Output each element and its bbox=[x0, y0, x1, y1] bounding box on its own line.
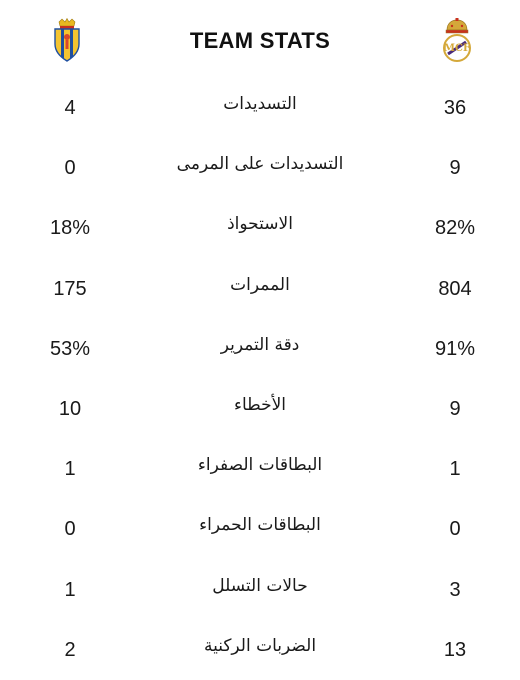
stat-row bbox=[0, 620, 520, 680]
stat-label: الاستحواذ bbox=[227, 214, 293, 235]
svg-text:MCF: MCF bbox=[443, 43, 471, 54]
stat-label: حالات التسلل bbox=[212, 575, 308, 596]
right-team-value: 0 bbox=[449, 518, 461, 541]
stat-label: البطاقات الصفراء bbox=[197, 455, 323, 476]
page-title: TEAM STATS bbox=[189, 28, 331, 53]
stats-table bbox=[0, 78, 520, 680]
stats-header bbox=[0, 0, 520, 80]
stat-label: دقة التمرير bbox=[220, 334, 300, 355]
right-team-value: 1 bbox=[449, 458, 461, 481]
real-madrid-crest-icon bbox=[440, 18, 474, 64]
right-team-value: 3 bbox=[449, 578, 461, 601]
right-team-value: 91% bbox=[434, 337, 476, 360]
left-team-value: 53% bbox=[49, 337, 91, 360]
right-team-value: 36 bbox=[443, 97, 467, 119]
left-team-value: 1 bbox=[64, 458, 76, 481]
stat-label: التسديدات bbox=[223, 94, 297, 114]
right-team-value: 9 bbox=[449, 397, 461, 420]
left-team-value: 4 bbox=[64, 97, 76, 119]
left-team-value: 1 bbox=[64, 578, 76, 601]
stat-label: الممرات bbox=[230, 274, 290, 295]
stat-row bbox=[0, 138, 520, 198]
stat-row bbox=[0, 78, 520, 138]
cadiz-crest-icon bbox=[50, 18, 84, 62]
stat-row bbox=[0, 259, 520, 319]
right-team-value: 82% bbox=[434, 217, 476, 240]
stat-label: التسديدات على المرمى bbox=[176, 154, 344, 175]
stat-label: الأخطاء bbox=[233, 394, 287, 415]
left-team-value: 175 bbox=[53, 277, 87, 300]
stat-row bbox=[0, 439, 520, 499]
stat-row bbox=[0, 499, 520, 559]
right-team-value: 9 bbox=[449, 157, 461, 180]
stat-row bbox=[0, 379, 520, 439]
stat-label: البطاقات الحمراء bbox=[199, 515, 321, 536]
left-team-value: 18% bbox=[49, 217, 91, 240]
stat-row bbox=[0, 560, 520, 620]
left-team-value: 2 bbox=[64, 638, 76, 661]
left-team-value: 0 bbox=[64, 157, 76, 180]
stat-row bbox=[0, 319, 520, 379]
stat-label: الضربات الركنية bbox=[203, 635, 317, 656]
right-team-value: 804 bbox=[438, 277, 472, 300]
right-team-value: 13 bbox=[443, 638, 467, 661]
stat-row bbox=[0, 198, 520, 258]
left-team-value: 0 bbox=[64, 518, 76, 541]
left-team-value: 10 bbox=[58, 397, 82, 420]
